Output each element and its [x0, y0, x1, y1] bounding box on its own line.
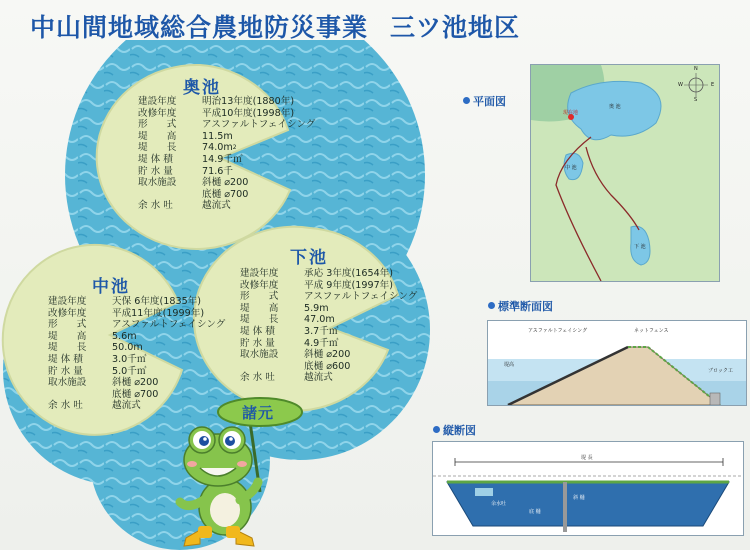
spec-row: 取水施設 斜樋 ⌀200: [138, 177, 249, 189]
spec-row: 堤 体 積 3.0千㎥: [48, 353, 147, 365]
frog-mascot: [170, 392, 305, 550]
bullet-icon: [463, 97, 470, 104]
mascot-sign-text: 諸元: [242, 404, 275, 422]
spec-row: 貯 水 量 4.9千㎥: [240, 337, 339, 349]
title-main: 中山間地域総合農地防災事業: [30, 13, 369, 42]
spec-row: 建設年度 明治13年度(1880年): [138, 96, 295, 107]
spec-row: 改修年度 平成10年度(1998年): [138, 107, 295, 119]
page-title: [30, 8, 520, 44]
spec-row: 堤 体 積 3.7千㎥: [240, 325, 339, 337]
spec-row: 改修年度 平成 9年度(1997年): [240, 279, 394, 291]
long-label-length: 堤 長: [581, 455, 593, 461]
spec-row: 貯 水 量 5.0千㎥: [48, 365, 147, 377]
label-net-fence: ネットフェンス: [634, 328, 669, 334]
pond-specs-shimo: [240, 268, 417, 384]
long-label-spill: 余水吐: [491, 501, 507, 507]
pond-title-naka: 中池: [92, 277, 130, 297]
plan-label-current: 現在地: [563, 110, 579, 116]
longitudinal-section: [432, 441, 744, 536]
label-height: 堤高: [504, 362, 515, 368]
plan-map: [530, 64, 720, 282]
section-label-standard: 標準断面図: [488, 298, 553, 314]
spec-row: 余 水 吐 越流式: [48, 400, 141, 412]
spec-row: 堤 高 5.6m: [48, 330, 137, 342]
spec-row: 余 水 吐 越流式: [240, 372, 333, 384]
spec-row: 建設年度 天保 6年度(1835年): [48, 296, 202, 307]
label-asphalt: アスファルトフェイシング: [528, 328, 588, 334]
compass-n: N: [694, 66, 698, 72]
plan-map-drawing: [531, 65, 719, 281]
compass-s: S: [694, 97, 698, 103]
pond-title-oku: 奥池: [183, 78, 221, 98]
long-label-bottom: 底 樋: [529, 509, 541, 515]
spec-row: 建設年度 承応 3年度(1654年): [240, 268, 394, 279]
spec-row: 堤 長 74.0m 2: [138, 142, 237, 154]
spec-row: 底樋 ⌀600: [304, 360, 351, 372]
spec-row: 堤 長 50.0m: [48, 342, 143, 354]
spec-row: 堤 体 積 14.9千㎥: [138, 153, 243, 165]
spec-row: 底樋 ⌀700: [202, 188, 249, 200]
plan-label-naka: 中 池: [565, 165, 577, 171]
spec-row: 取水施設 斜樋 ⌀200: [48, 377, 159, 389]
spec-row: 形 式 アスファルトフェイシング: [48, 319, 226, 331]
title-district: 三ツ池地区: [390, 13, 521, 42]
pond-title-shimo: 下池: [290, 248, 328, 268]
spec-row: 形 式 アスファルトフェイシング: [138, 119, 316, 131]
plan-label-shimo: 下 池: [634, 244, 646, 250]
long-label-shaft: 斜 樋: [573, 495, 585, 501]
spec-row: 余 水 吐 越流式: [138, 200, 231, 212]
plan-label-oku: 奥 池: [609, 104, 621, 110]
standard-section: [487, 320, 747, 406]
standard-section-drawing: [488, 321, 746, 405]
section-label-longitudinal: 縦断図: [433, 422, 476, 438]
pond-specs-oku: [138, 96, 315, 212]
compass-e: E: [711, 82, 715, 88]
spec-row: 貯 水 量 71.6千: [138, 165, 233, 177]
spec-row: 堤 高 11.5m: [138, 130, 233, 142]
bullet-icon: [488, 302, 495, 309]
spec-row: 形 式 アスファルトフェイシング: [240, 291, 418, 303]
section-label-plan: 平面図: [463, 93, 506, 109]
label-block: ブロック工: [708, 368, 733, 374]
spec-row: 取水施設 斜樋 ⌀200: [240, 349, 351, 361]
bullet-icon: [433, 426, 440, 433]
spec-row: 底樋 ⌀700: [112, 388, 159, 400]
spec-row: 堤 高 5.9m: [240, 302, 329, 314]
spec-row: 堤 長 47.0m: [240, 314, 335, 326]
compass-w: W: [678, 82, 683, 88]
spec-row: 改修年度 平成11年度(1999年): [48, 307, 205, 319]
